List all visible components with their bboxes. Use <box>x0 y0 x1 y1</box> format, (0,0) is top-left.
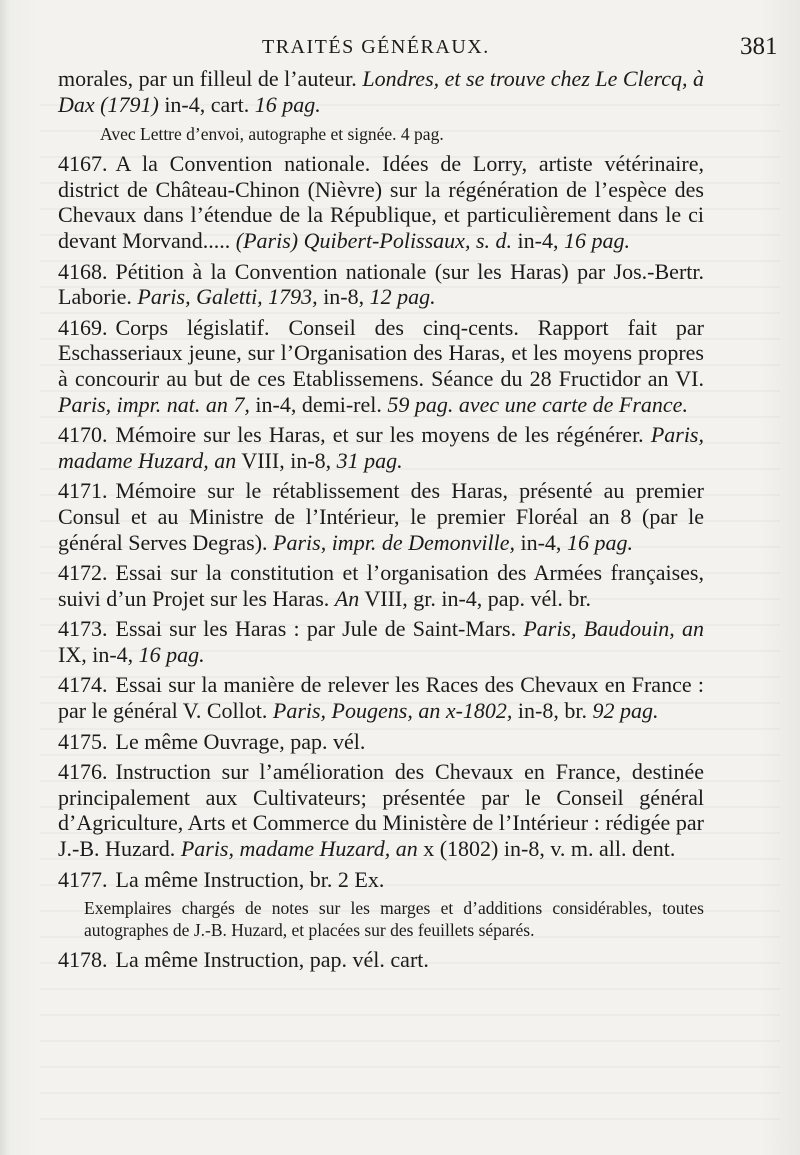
entry-number: 4172. <box>58 560 108 586</box>
entry-number: 4177. <box>58 866 108 892</box>
entry-text: Mémoire sur les Haras, et sur les moyens de les régénérer. <box>115 422 651 448</box>
entry-text: Le même Ouvrage, pap. vél. <box>115 728 366 754</box>
entry-imprint: Paris, Pougens, an x-1802, <box>272 698 513 724</box>
entry-list <box>58 151 704 973</box>
entry-text: Instruction sur l’amélioration des Chevaux en France, destinée principalement aux Cultivateurs; présentée par le Conseil général d’Agriculture, Arts et Commerce du Ministère de l’Intérieur : rédigée par J.-B. Huzard. <box>58 759 704 862</box>
entry-imprint: Paris, madame Huzard, an <box>58 422 704 473</box>
entry-number: 4167. <box>58 151 108 177</box>
entry-tail: in-4, <box>514 529 567 555</box>
catalogue-entry <box>58 151 704 253</box>
entry-number: 4171. <box>58 478 108 504</box>
entry-imprint: An <box>334 585 360 611</box>
entry-tail: IX, in-4, <box>58 641 139 667</box>
entry-text: La même Instruction, pap. vél. cart. <box>115 947 429 973</box>
entry-tail: in-4, cart. <box>158 91 255 117</box>
entry-pages: 12 pag. <box>369 284 436 310</box>
entry-pages: 31 pag. <box>336 447 403 473</box>
entry-text: Pétition à la Convention nationale (sur les Haras) par Jos.-Bertr. Laborie. <box>58 258 704 310</box>
entry-imprint: Paris, Baudouin, an <box>523 616 704 642</box>
entry-tail: in-8, <box>317 284 370 310</box>
catalogue-entry <box>58 672 704 723</box>
entry-text: Corps législatif. Conseil des cinq-cents. Rapport fait par Eschasseriaux jeune, sur l’Organisation des Haras, et les moyens propres à concourir au but de ces Etablissemens. Séance du 28 Fructidor an VI. <box>58 314 704 391</box>
entry-pages: 59 pag. avec une carte de France. <box>387 391 688 417</box>
entry-number: 4174. <box>58 672 108 698</box>
catalogue-entry <box>58 616 704 667</box>
catalogue-entry <box>58 867 704 893</box>
entry-number: 4173. <box>58 616 108 642</box>
entry-tail: VIII, in-8, <box>236 447 337 473</box>
entry-text: La même Instruction, br. 2 Ex. <box>115 866 385 892</box>
entry-text: Essai sur la constitution et l’organisation des Armées françaises, suivi d’un Projet sur les Haras. <box>58 560 704 611</box>
entry-text: Essai sur les Haras : par Jule de Saint-Mars. <box>115 616 524 642</box>
entry-note: Exemplaires chargés de notes sur les marges et d’additions considérables, toutes autographes de J.-B. Huzard, et placées sur des feuillets séparés. <box>84 898 704 941</box>
entry-tail: in-8, br. <box>512 698 593 724</box>
entry-number: 4175. <box>58 728 108 754</box>
catalogue-entry <box>58 560 704 611</box>
catalogue-entry <box>58 729 704 755</box>
catalogue-entry <box>58 315 704 417</box>
entry-text: A la Convention nationale. Idées de Lorry, artiste vétérinaire, district de Château-Chinon (Nièvre) sur la régénération de l’espèce des Chevaux dans l’étendue de la République, et particulièrement dans le ci devant Morvand..... <box>58 151 704 253</box>
entry-number: 4178. <box>58 947 108 973</box>
entry-imprint: Londres, et se trouve chez Le Clercq, à Dax (1791) <box>58 66 704 117</box>
catalogue-entry <box>58 422 704 473</box>
entry-text: morales, par un filleul de l’auteur. <box>58 66 363 91</box>
catalogue-entry <box>58 947 704 973</box>
continued-entry <box>58 66 704 117</box>
catalogue-body <box>58 66 704 978</box>
entry-pages: 16 pag. <box>566 529 633 555</box>
entry-number: 4168. <box>58 258 108 284</box>
page-header <box>0 33 800 66</box>
entry-imprint: Paris, madame Huzard, an <box>180 836 418 862</box>
entry-tail: in-4, demi-rel. <box>249 391 388 417</box>
catalogue-entry <box>58 478 704 555</box>
entry-tail: x (1802) in-8, v. m. all. dent. <box>417 836 676 862</box>
entry-imprint: Paris, Galetti, 1793, <box>137 284 318 310</box>
entry-imprint: Paris, impr. nat. an 7, <box>58 391 250 417</box>
page-number: 381 <box>740 33 778 60</box>
entry-number: 4176. <box>58 759 108 785</box>
entry-pages: 16 pag. <box>138 641 205 667</box>
running-head: TRAITÉS GÉNÉRAUX. <box>262 36 490 58</box>
entry-note: Avec Lettre d’envoi, autographe et signée. 4 pag. <box>100 124 444 145</box>
entry-imprint: (Paris) Quibert-Polissaux, s. d. <box>235 227 512 253</box>
entry-tail: VIII, gr. in-4, pap. vél. br. <box>359 585 592 611</box>
catalogue-entry <box>58 259 704 310</box>
entry-number: 4169. <box>58 314 108 340</box>
catalogue-entry <box>58 759 704 861</box>
entry-pages: 16 pag. <box>254 91 321 117</box>
entry-pages: 16 pag. <box>563 227 630 253</box>
entry-number: 4170. <box>58 422 108 448</box>
entry-pages: 92 pag. <box>592 698 659 724</box>
entry-text: Essai sur la manière de relever les Races des Chevaux en France : par le général V. Collot. <box>58 672 704 724</box>
entry-imprint: Paris, impr. de Demonville, <box>273 529 515 555</box>
entry-tail: in-4, <box>512 227 564 253</box>
entry-text: Mémoire sur le rétablissement des Haras, présenté au premier Consul et au Ministre de l’Intérieur, le premier Floréal an 8 (par le général Serves Degras). <box>58 478 704 555</box>
